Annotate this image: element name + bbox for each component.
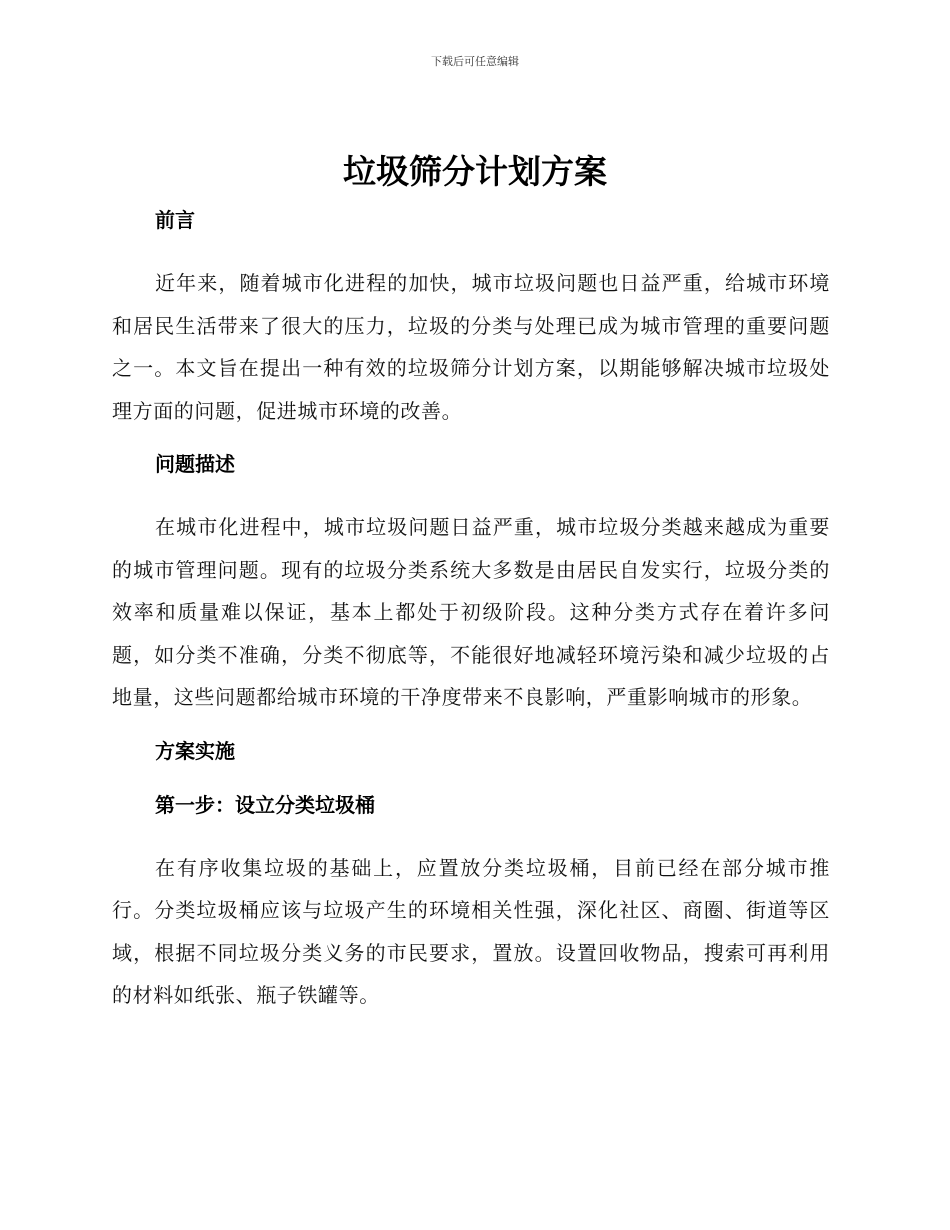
section-paragraph-problem: 在城市化进程中，城市垃圾问题日益严重，城市垃圾分类越来越成为重要的城市管理问题。现有的垃圾分类系统大多数是由居民自发实行，垃圾分类的效率和质量难以保证，基本上都处于初级阶段。这种分类方式存在着许多问题，如分类不准确，分类不彻底等，不能很好地减轻环境污染和减少垃圾的占地量，这些问题都给城市环境的干净度带来不良影响，严重影响城市的形象。 bbox=[112, 515, 830, 709]
page-header-note: 下载后可任意编辑 bbox=[431, 55, 519, 68]
section-heading-implementation: 方案实施 bbox=[155, 738, 235, 763]
document-title: 垃圾筛分计划方案 bbox=[343, 152, 607, 191]
section-heading-problem: 问题描述 bbox=[155, 452, 235, 476]
section-heading-preface: 前言 bbox=[155, 208, 195, 232]
subsection-paragraph-step1: 在有序收集垃圾的基础上，应置放分类垃圾桶，目前已经在部分城市推行。分类垃圾桶应该与垃圾产生的环境相关性强，深化社区、商圈、街道等区域，根据不同垃圾分类义务的市民要求，置放。设置回收物品，搜索可再利用的材料如纸张、瓶子铁罐等。 bbox=[112, 855, 830, 1007]
section-paragraph-preface: 近年来，随着城市化进程的加快，城市垃圾问题也日益严重，给城市环境和居民生活带来了很大的压力，垃圾的分类与处理已成为城市管理的重要问题之一。本文旨在提出一种有效的垃圾筛分计划方案，以期能够解决城市垃圾处理方面的问题，促进城市环境的改善。 bbox=[112, 271, 830, 423]
subsection-heading-step1: 第一步：设立分类垃圾桶 bbox=[155, 792, 375, 817]
document-body bbox=[112, 202, 830, 1017]
